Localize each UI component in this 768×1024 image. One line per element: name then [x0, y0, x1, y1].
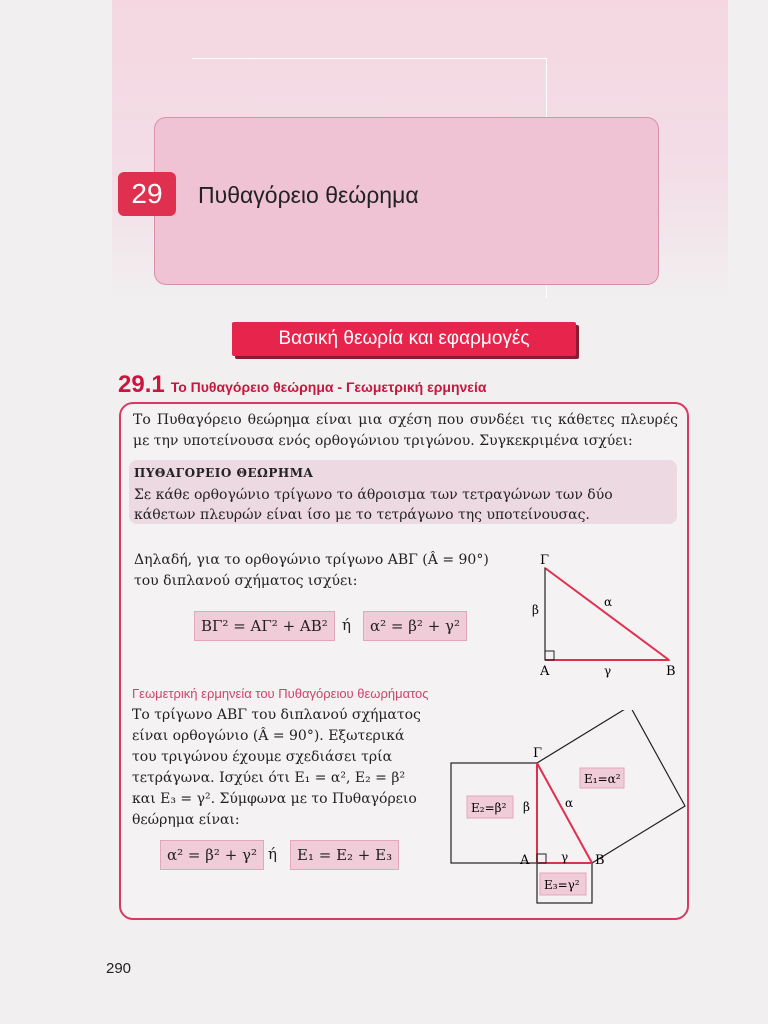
formula-areas: Ε₁ = Ε₂ + Ε₃ — [290, 840, 399, 870]
right-angle-mark — [545, 651, 554, 660]
formula-sides: ΒΓ² = ΑΓ² + ΑΒ² — [194, 611, 335, 641]
side-label: α — [565, 796, 574, 810]
theorem-statement: Σε κάθε ορθογώνιο τρίγωνο το άθροισμα των τετραγώνων των δύο κάθετων πλευρών είναι ίσο με το τετράγωνο της υποτείνουσας. — [134, 487, 613, 523]
chapter-number: 29 — [118, 172, 176, 216]
vertex-label: Γ — [533, 746, 543, 761]
theorem-title: ΠΥΘΑΓΟΡΕΙΟ ΘΕΩΡΗΜΑ — [134, 466, 314, 480]
geometric-interpretation-title: Γεωμετρική ερμηνεία του Πυθαγόρειου θεωρήματος — [132, 686, 429, 701]
formula-letters: α² = β² + γ² — [363, 611, 467, 641]
vertex-label: Β — [595, 853, 605, 868]
or-text: ή — [268, 845, 277, 863]
vertex-label: Α — [520, 853, 530, 868]
section-title: Το Πυθαγόρειο θεώρημα - Γεωμετρική ερμηνεία — [170, 379, 487, 395]
page-number: 290 — [106, 960, 132, 977]
hypotenuse-line — [545, 568, 669, 660]
intro-paragraph: Το Πυθαγόρειο θεώρημα είναι μια σχέση που συνδέει τις κάθετες πλευρές με την υποτείνουσα ενός ορθογώνιου τριγώνου. Συγκεκριμένα ισχύει: — [133, 412, 678, 449]
geometric-paragraph: Το τρίγωνο ΑΒΓ του διπλανού σχήματος είναι ορθογώνιο (Â = 90°). Εξωτερικά του τριγώνου έχουμε σχεδιάσει τρία τετράγωνα. Ισχύει ότι Ε₁ = α², Ε₂ = β² και Ε₃ = γ². Σύμφωνα με το Πυθαγόρειο θεώρημα είναι: — [132, 707, 421, 828]
side-label: γ — [561, 850, 569, 864]
side-label: β — [532, 603, 539, 617]
e1-label: Ε₁=α² — [584, 772, 621, 786]
side-label: α — [604, 595, 613, 609]
explanation-paragraph: Δηλαδή, για το ορθογώνιο τρίγωνο ΑΒΓ (Â = 90°) του διπλανού σχήματος ισχύει: — [134, 552, 489, 589]
section-number: 29.1 — [118, 371, 165, 398]
squares-figure — [440, 710, 690, 910]
section-heading — [118, 371, 486, 399]
side-label: γ — [604, 664, 612, 678]
right-angle-mark — [537, 854, 546, 863]
side-label: β — [523, 800, 530, 814]
chapter-title: Πυθαγόρειο θεώρημα — [198, 182, 419, 208]
formula-letters-2: α² = β² + γ² — [160, 840, 264, 870]
decorative-line — [192, 58, 547, 59]
or-text: ή — [342, 616, 351, 634]
e3-label: Ε₃=γ² — [544, 878, 580, 892]
vertex-label: Α — [540, 664, 550, 679]
vertex-label: Β — [666, 664, 676, 679]
vertex-label: Γ — [540, 553, 550, 568]
section-banner: Βασική θεωρία και εφαρμογές — [232, 322, 576, 356]
e2-label: Ε₂=β² — [471, 801, 507, 815]
right-triangle-figure — [520, 548, 690, 683]
